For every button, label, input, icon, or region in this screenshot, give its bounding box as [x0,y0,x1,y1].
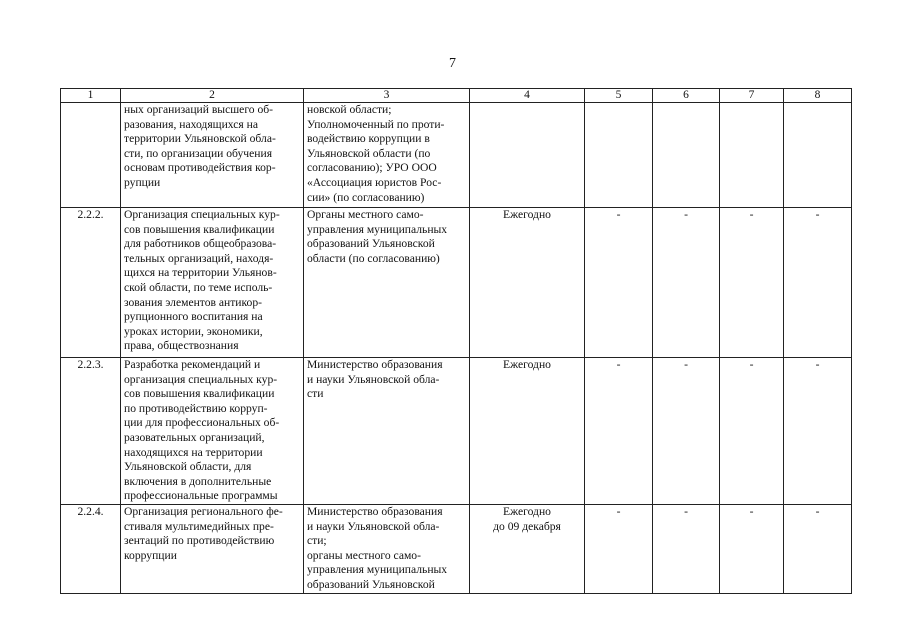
item-number: 2.2.4. [61,505,121,594]
col5-cell: - [585,208,653,358]
header-col-8: 8 [784,89,852,103]
page-number: 7 [449,56,456,71]
col6-cell: - [653,505,720,594]
header-col-5: 5 [585,89,653,103]
table-row [61,103,852,208]
item-number: 2.2.3. [61,358,121,505]
activity-cell: Организация регионального фе- стиваля мультимедийных пре- зентаций по противодействию коррупции [121,505,304,594]
table-row [61,358,852,505]
period-cell: Ежегодно [470,208,585,358]
header-col-6: 6 [653,89,720,103]
executor-cell: новской области; Уполномоченный по проти- водействию коррупции в Ульяновской области (по согласованию); УРО ООО «Ассоциация юристов Рос- сии» (по согласованию) [304,103,470,208]
table-row [61,505,852,594]
col8-cell: - [784,208,852,358]
header-col-1: 1 [61,89,121,103]
header-col-7: 7 [720,89,784,103]
col8-cell: - [784,505,852,594]
col5-cell [585,103,653,208]
col8-cell: - [784,358,852,505]
period-cell: Ежегодно [470,358,585,505]
period-cell [470,103,585,208]
col5-cell: - [585,358,653,505]
col7-cell: - [720,505,784,594]
period-cell: Ежегодно до 09 декабря [470,505,585,594]
table-row [61,208,852,358]
col5-cell: - [585,505,653,594]
activity-cell: Организация специальных кур- сов повышения квалификации для работников общеобразова- тельных организаций, находя- щихся на территории Ульянов- ской области, по теме исполь- зования элементов антикор- рупционного воспитания на уроках истории, экономики, права, обществознания [121,208,304,358]
activity-cell: Разработка рекомендаций и организация специальных кур- сов повышения квалификации по противодействию корруп- ции для профессиональных об- разовательных организаций, находящихся на территории Ульяновской области, для включения в дополнительные профессиональные программы [121,358,304,505]
col7-cell: - [720,358,784,505]
table-header-row [61,89,852,103]
col6-cell [653,103,720,208]
col6-cell: - [653,358,720,505]
measures-table [60,88,852,594]
executor-cell: Министерство образования и науки Ульяновской обла- сти [304,358,470,505]
header-col-3: 3 [304,89,470,103]
activity-cell: ных организаций высшего об- разования, находящихся на территории Ульяновской обла- сти, по организации обучения основам противодействия кор- рупции [121,103,304,208]
item-number: 2.2.2. [61,208,121,358]
col7-cell: - [720,208,784,358]
executor-cell: Министерство образования и науки Ульяновской обла- сти; органы местного само- управления муниципальных образований Ульяновской [304,505,470,594]
header-col-2: 2 [121,89,304,103]
col6-cell: - [653,208,720,358]
col7-cell [720,103,784,208]
header-col-4: 4 [470,89,585,103]
item-number [61,103,121,208]
col8-cell [784,103,852,208]
executor-cell: Органы местного само- управления муниципальных образований Ульяновской области (по согласованию) [304,208,470,358]
